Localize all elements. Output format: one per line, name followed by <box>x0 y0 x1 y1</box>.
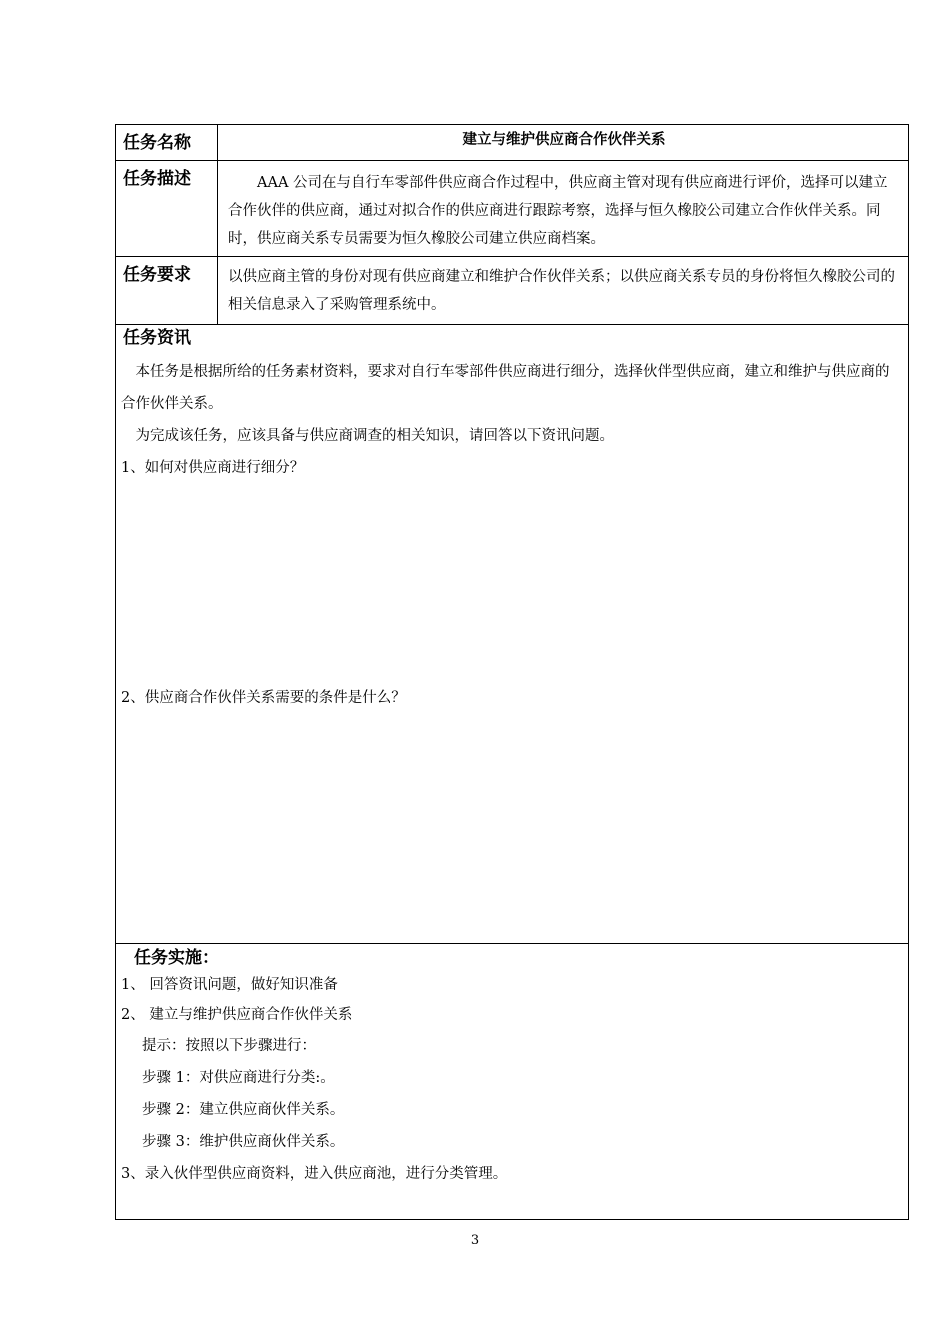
page-number: 3 <box>470 1233 480 1248</box>
task-info-section <box>116 325 908 944</box>
task-impl-item1: 1、 回答资讯问题，做好知识准备 <box>121 977 338 993</box>
task-name-row <box>116 125 908 161</box>
task-impl-step2: 步骤 2：建立供应商伙伴关系。 <box>142 1102 345 1118</box>
task-impl-hint: 提示：按照以下步骤进行： <box>142 1038 316 1054</box>
task-req-row <box>116 257 908 325</box>
task-desc-value: AAA 公司在与自行车零部件供应商合作过程中，供应商主管对现有供应商进行评价，选择可以建立合作伙伴的供应商，通过对拟合作的供应商进行跟踪考察，选择与恒久橡胶公司建立合作伙伴关系。同时，供应商关系专员需要为恒久橡胶公司建立供应商档案。 <box>228 175 888 247</box>
task-table <box>115 124 909 1220</box>
task-req-label: 任务要求 <box>116 257 218 324</box>
task-impl-item2: 2、 建立与维护供应商合作伙伴关系 <box>121 1007 353 1023</box>
task-name-value: 建立与维护供应商合作伙伴关系 <box>462 132 666 148</box>
task-desc-row <box>116 161 908 257</box>
task-desc-label: 任务描述 <box>116 161 218 256</box>
task-impl-step3: 步骤 3：维护供应商伙伴关系。 <box>142 1134 345 1150</box>
task-info-para2: 为完成该任务，应该具备与供应商调查的相关知识，请回答以下资讯问题。 <box>135 428 614 444</box>
task-info-para1: 本任务是根据所给的任务素材资料，要求对自行车零部件供应商进行细分，选择伙伴型供应商，建立和维护与供应商的合作伙伴关系。 <box>121 364 890 412</box>
task-info-heading: 任务资讯 <box>123 328 191 348</box>
task-impl-section <box>116 944 908 1221</box>
task-info-question1: 1、如何对供应商进行细分？ <box>121 460 305 476</box>
task-impl-heading: 任务实施： <box>134 948 219 968</box>
task-impl-item3: 3、录入伙伴型供应商资料，进入供应商池，进行分类管理。 <box>121 1166 508 1182</box>
task-info-question2: 2、供应商合作伙伴关系需要的条件是什么？ <box>121 690 406 706</box>
task-impl-step1: 步骤 1：对供应商进行分类:。 <box>142 1070 335 1086</box>
task-req-value: 以供应商主管的身份对现有供应商建立和维护合作伙伴关系；以供应商关系专员的身份将恒久橡胶公司的相关信息录入了采购管理系统中。 <box>228 269 895 313</box>
task-name-label: 任务名称 <box>116 125 218 160</box>
